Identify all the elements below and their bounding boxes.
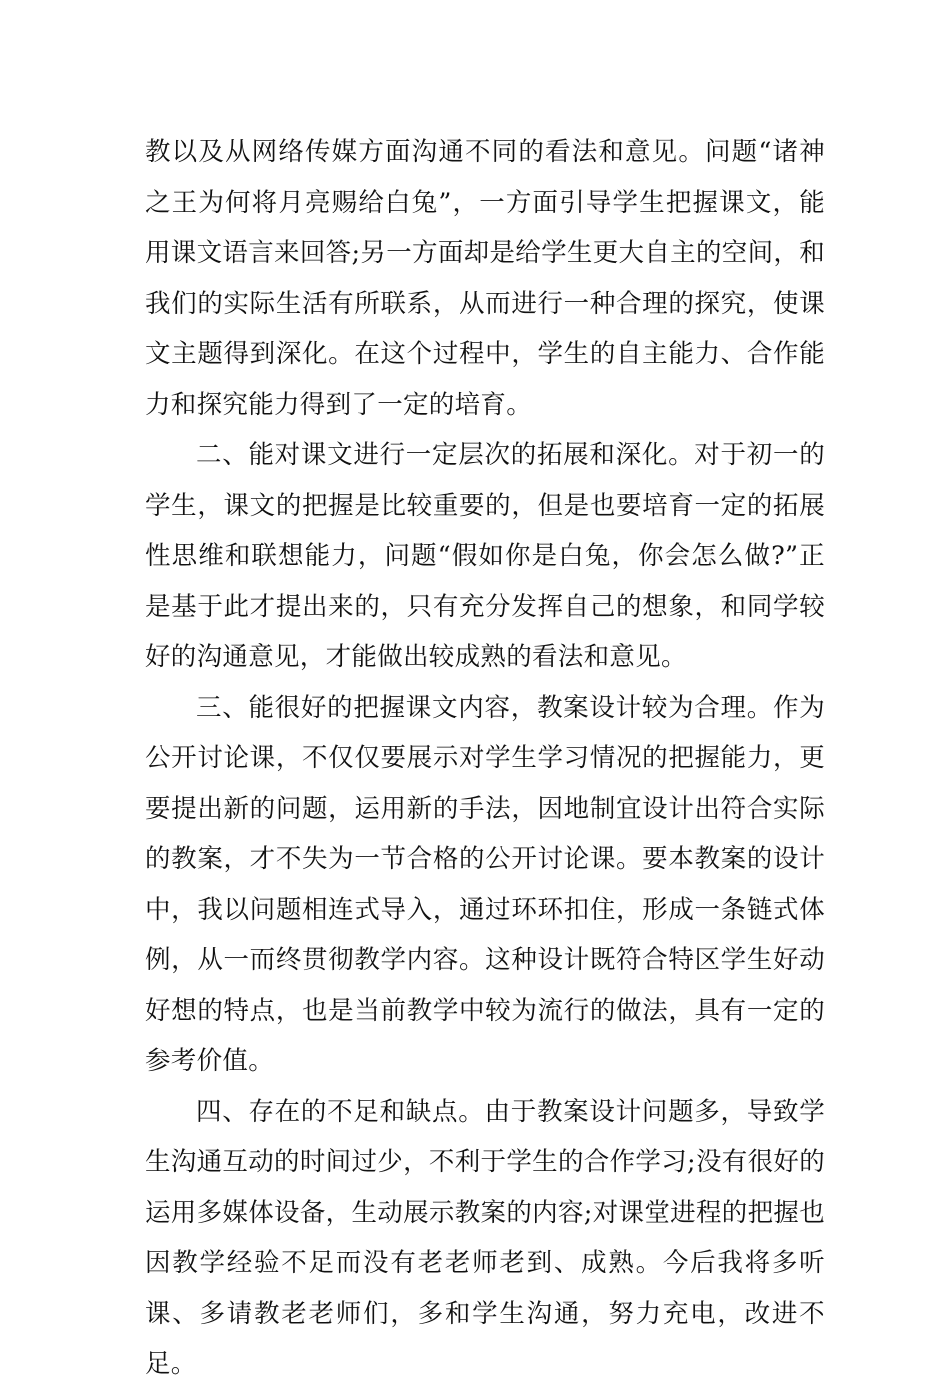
paragraph-point-two: 二、能对课文进行一定层次的拓展和深化。对于初一的学生，课文的把握是比较重要的，但是也要培育一定的拓展性思维和联想能力，问题“假如你是白兔，你会怎么做?”正是基于此才提出来的，只有充分发挥自己的想象，和同学较好的沟通意见，才能做出较成熟的看法和意见。 — [145, 440, 825, 672]
document-body — [145, 127, 825, 1390]
paragraph-point-three: 三、能很好的把握课文内容，教案设计较为合理。作为公开讨论课，不仅仅要展示对学生学习情况的把握能力，更要提出新的问题，运用新的手法，因地制宜设计出符合实际的教案，才不失为一节合格的公开讨论课。要本教案的设计中，我以问题相连式导入，通过环环扣住，形成一条链式体例，从一而终贯彻教学内容。这种设计既符合特区学生好动好想的特点，也是当前教学中较为流行的做法，具有一定的参考价值。 — [145, 692, 825, 1076]
paragraph-point-four: 四、存在的不足和缺点。由于教案设计问题多，导致学生沟通互动的时间过少，不利于学生的合作学习;没有很好的运用多媒体设备，生动展示教案的内容;对课堂进程的把握也因教学经验不足而没有老老师老到、成熟。今后我将多听课、多请教老老师们，多和学生沟通，努力充电，改进不足。 — [145, 1096, 825, 1379]
paragraph-continuation: 教以及从网络传媒方面沟通不同的看法和意见。问题“诸神之王为何将月亮赐给白兔”，一方面引导学生把握课文，能用课文语言来回答;另一方面却是给学生更大自主的空间，和我们的实际生活有所联系，从而进行一种合理的探究，使课文主题得到深化。在这个过程中，学生的自主能力、合作能力和探究能力得到了一定的培育。 — [145, 137, 825, 420]
